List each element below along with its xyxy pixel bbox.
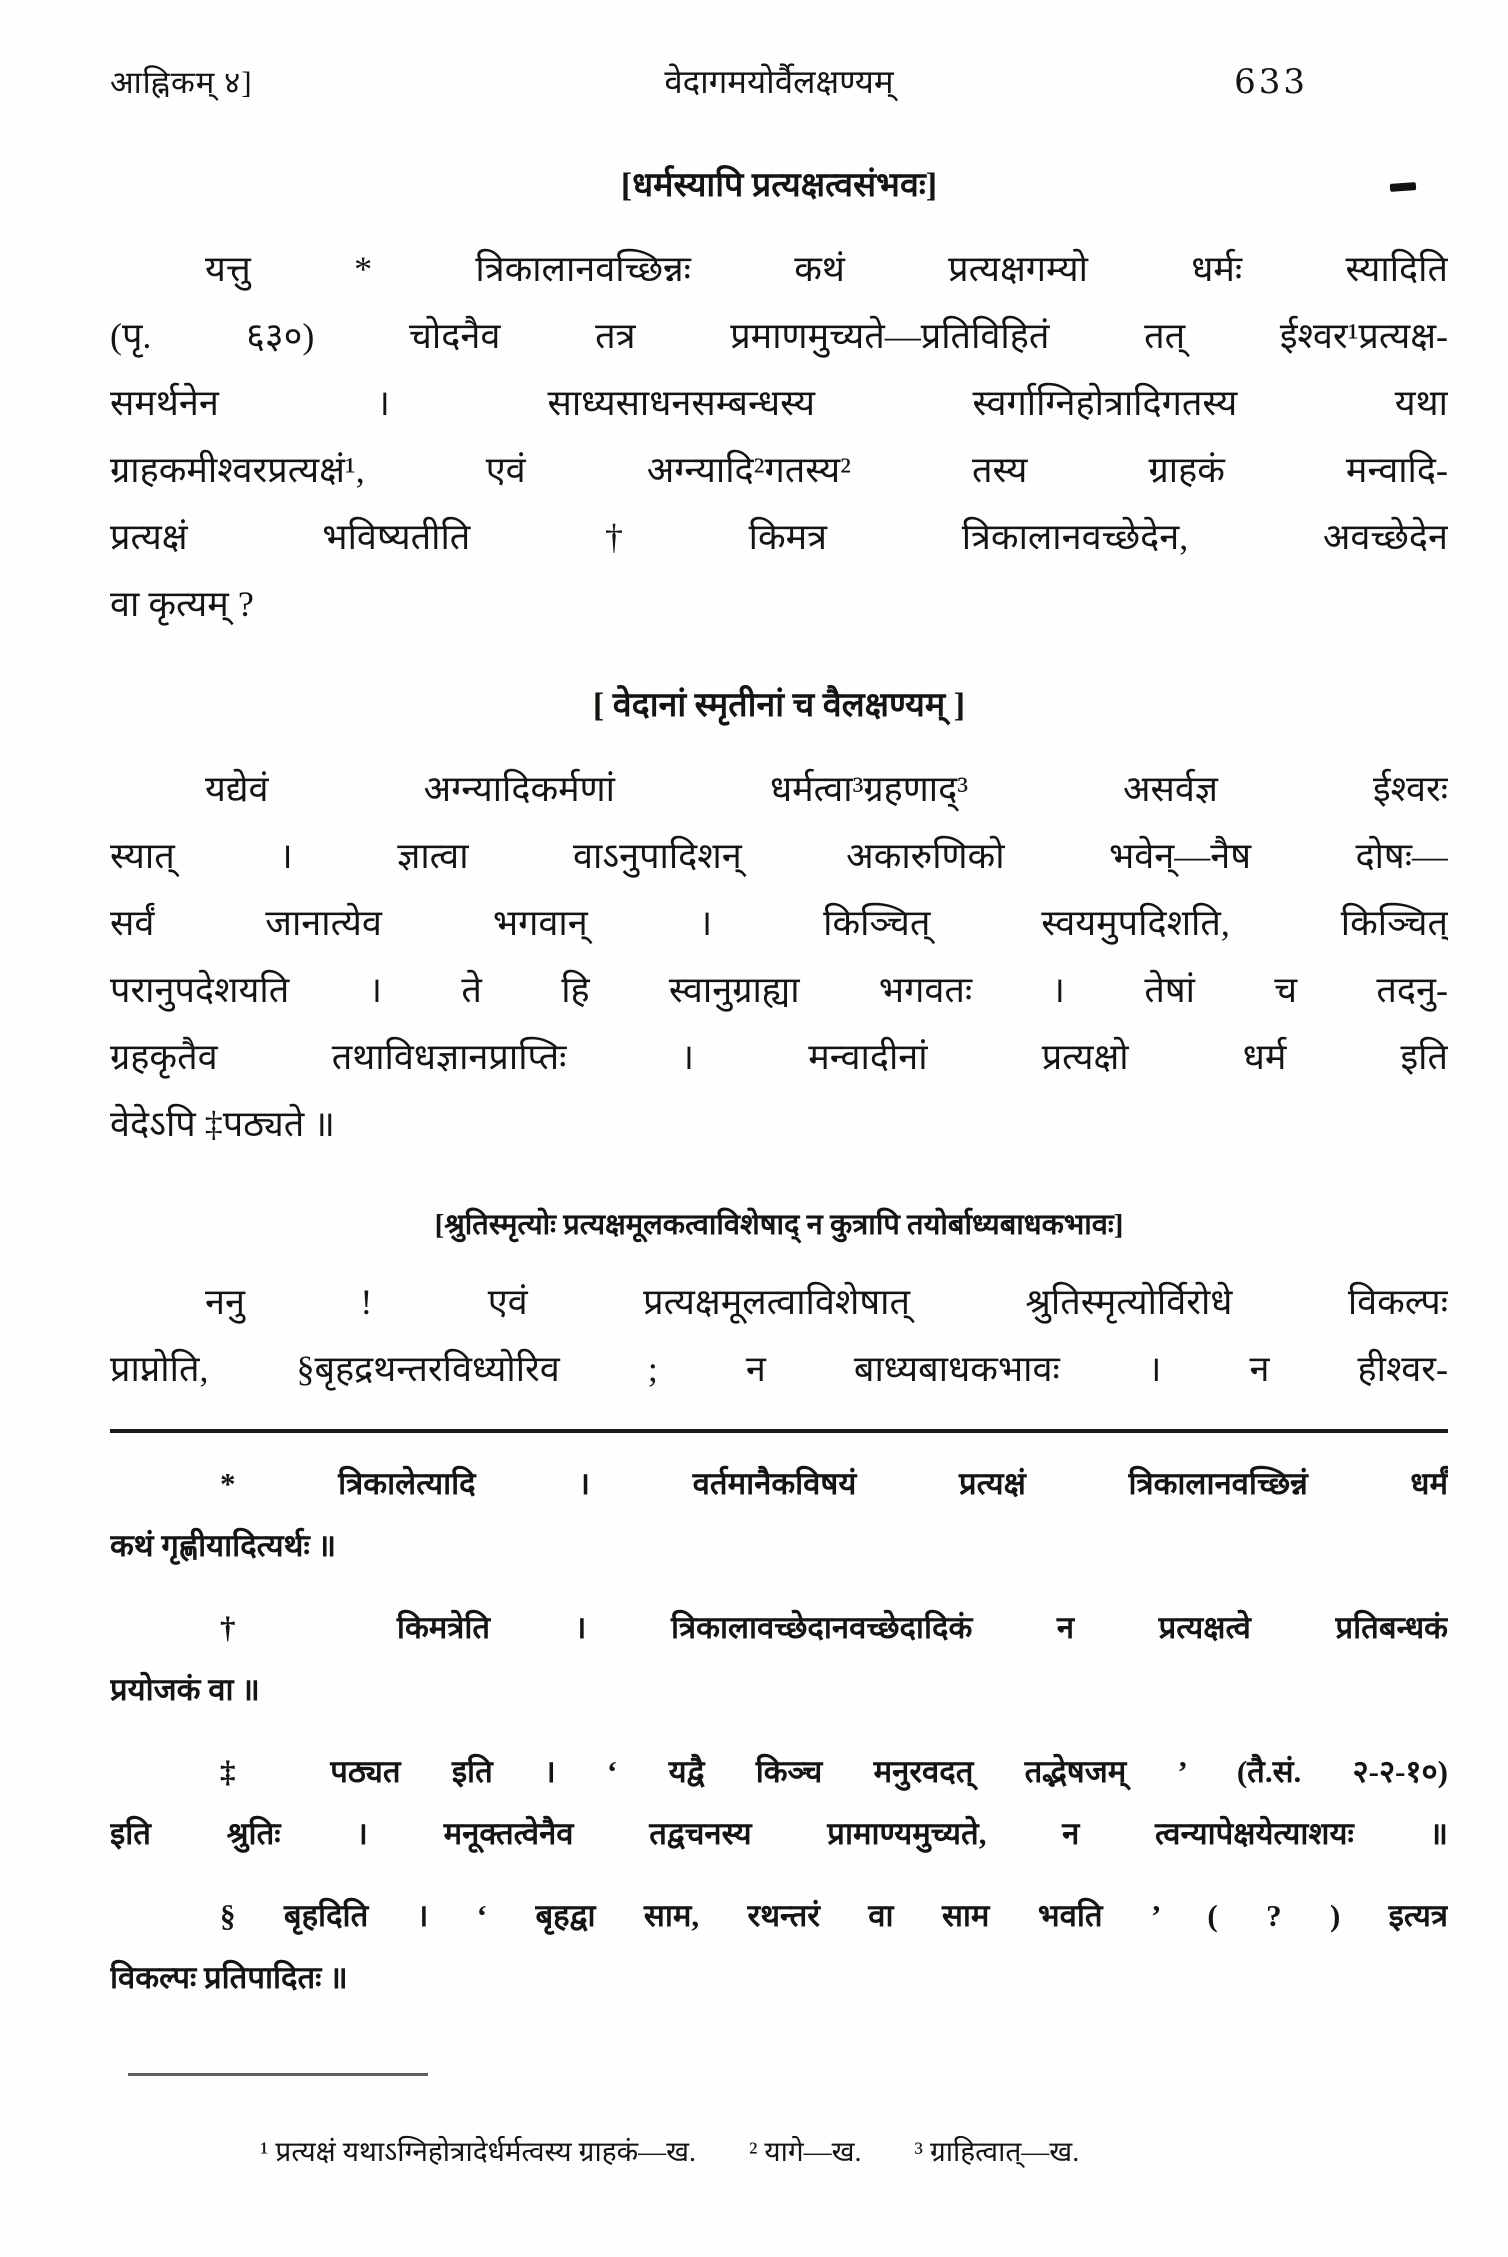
footnote-line: प्रयोजकं वा ॥ — [110, 1672, 260, 1707]
footnote-line: * त्रिकालेत्यादि । वर्तमानैकविषयं प्रत्यक्षं त्रिकालानवच्छिन्नं धर्मं — [220, 1466, 1448, 1501]
body-line: यत्तु * त्रिकालानवच्छिन्नः कथं प्रत्यक्षगम्यो धर्मः स्यादिति — [205, 249, 1448, 289]
body-line: समर्थनेन । साध्यसाधनसम्बन्धस्य स्वर्गाग्निहोत्रादिगतस्य यथा — [110, 383, 1448, 423]
footnote-4 — [110, 1885, 1448, 2009]
paragraph-2 — [110, 756, 1448, 1158]
variant-reading: ³ ग्राहित्वात्—ख. — [914, 2137, 1080, 2168]
running-header-title: वेदागमयोर्वैलक्षण्यम् — [664, 65, 894, 101]
body-line: ननु ! एवं प्रत्यक्षमूलत्वाविशेषात् श्रुतिस्मृत्योर्विरोधे विकल्पः — [205, 1282, 1448, 1322]
variant-readings — [110, 2128, 1448, 2178]
body-line: यद्येवं अग्न्यादिकर्मणां धर्मत्वा³ग्रहणाद्³ असर्वज्ञ ईश्वरः — [205, 769, 1448, 809]
body-line: सर्वं जानात्येव भगवान् । किञ्चित् स्वयमुपदिशति, किञ्चित् — [110, 903, 1448, 943]
section-heading-1: [धर्मस्यापि प्रत्यक्षत्वसंभवः] — [620, 167, 938, 204]
body-line: परानुपदेशयति । ते हि स्वानुग्राह्या भगवतः । तेषां च तदनु- — [110, 970, 1448, 1010]
body-line: ग्रहकृतैव तथाविधज्ञानप्राप्तिः । मन्वादीनां प्रत्यक्षो धर्म इति — [110, 1037, 1448, 1077]
section-heading-3: [श्रुतिस्मृत्योः प्रत्यक्षमूलकत्वाविशेषाद् न कुत्रापि तयोर्बाध्यबाधकभावः] — [434, 1209, 1124, 1241]
paragraph-1 — [110, 236, 1448, 638]
body-line: प्रत्यक्षं भविष्यतीति †किमत्र त्रिकालानवच्छेदेन, अवच्छेदेन — [110, 517, 1448, 557]
variant-reading: ¹ प्रत्यक्षं यथाऽग्निहोत्रादेर्धर्मत्वस्य ग्राहकं—ख. — [260, 2137, 696, 2168]
text-block — [110, 58, 1448, 2178]
running-header-chapter: आह्निकम् ४] — [110, 65, 253, 100]
footnote-1 — [110, 1453, 1448, 1577]
running-header — [110, 58, 1448, 118]
body-line: ग्राहकमीश्वरप्रत्यक्षं¹, एवं अग्न्यादि²गतस्य² तस्य ग्राहकं मन्वादि- — [110, 450, 1448, 490]
variant-separator-rule — [128, 2073, 428, 2076]
body-line: प्राप्नोति, §बृहद्रथन्तरविध्योरिव ; न बाध्यबाधकभावः । न हीश्वर- — [110, 1349, 1448, 1389]
body-line: वा कृत्यम् ? — [110, 584, 254, 624]
footnote-separator-rule — [110, 1429, 1448, 1433]
footnote-line: † किमत्रेति । त्रिकालावच्छेदानवच्छेदादिकं न प्रत्यक्षत्वे प्रतिबन्धकं — [220, 1610, 1448, 1645]
footnote-line: § बृहदिति । ‘ बृहद्वा साम, रथन्तरं वा साम भवति ’ ( ? ) इत्यत्र — [220, 1898, 1448, 1933]
body-line: (पृ. ६३०) चोदनैव तत्र प्रमाणमुच्यते—प्रतिविहितं तत् ईश्वर¹प्रत्यक्ष- — [110, 316, 1448, 356]
footnote-line: इति श्रुतिः । मनूक्तत्वेनैव तद्वचनस्य प्रामाण्यमुच्यते, न त्वन्यापेक्षयेत्याशयः ॥ — [110, 1816, 1448, 1851]
footnote-line: विकल्पः प्रतिपादितः ॥ — [110, 1960, 348, 1995]
footnote-2 — [110, 1597, 1448, 1721]
body-line: वेदेऽपि ‡पठ्यते ॥ — [110, 1104, 335, 1144]
footnote-line: कथं गृह्णीयादित्यर्थः ॥ — [110, 1528, 337, 1563]
body-line: स्यात् । ज्ञात्वा वाऽनुपादिशन् अकारुणिको भवेन्—नैष दोषः— — [110, 836, 1448, 876]
page-number: 633 — [1234, 62, 1308, 102]
footnote-line: ‡ पठ्यत इति । ‘ यद्वै किञ्च मनुरवदत् तद्भेषजम् ’ (तै.सं. २-२-१०) — [220, 1754, 1448, 1789]
paragraph-3 — [110, 1269, 1448, 1403]
footnote-3 — [110, 1741, 1448, 1865]
variant-reading: ² यागे—ख. — [748, 2137, 862, 2168]
section-heading-2: [ वेदानां स्मृतीनां च वैलक्षण्यम् ] — [592, 687, 966, 724]
